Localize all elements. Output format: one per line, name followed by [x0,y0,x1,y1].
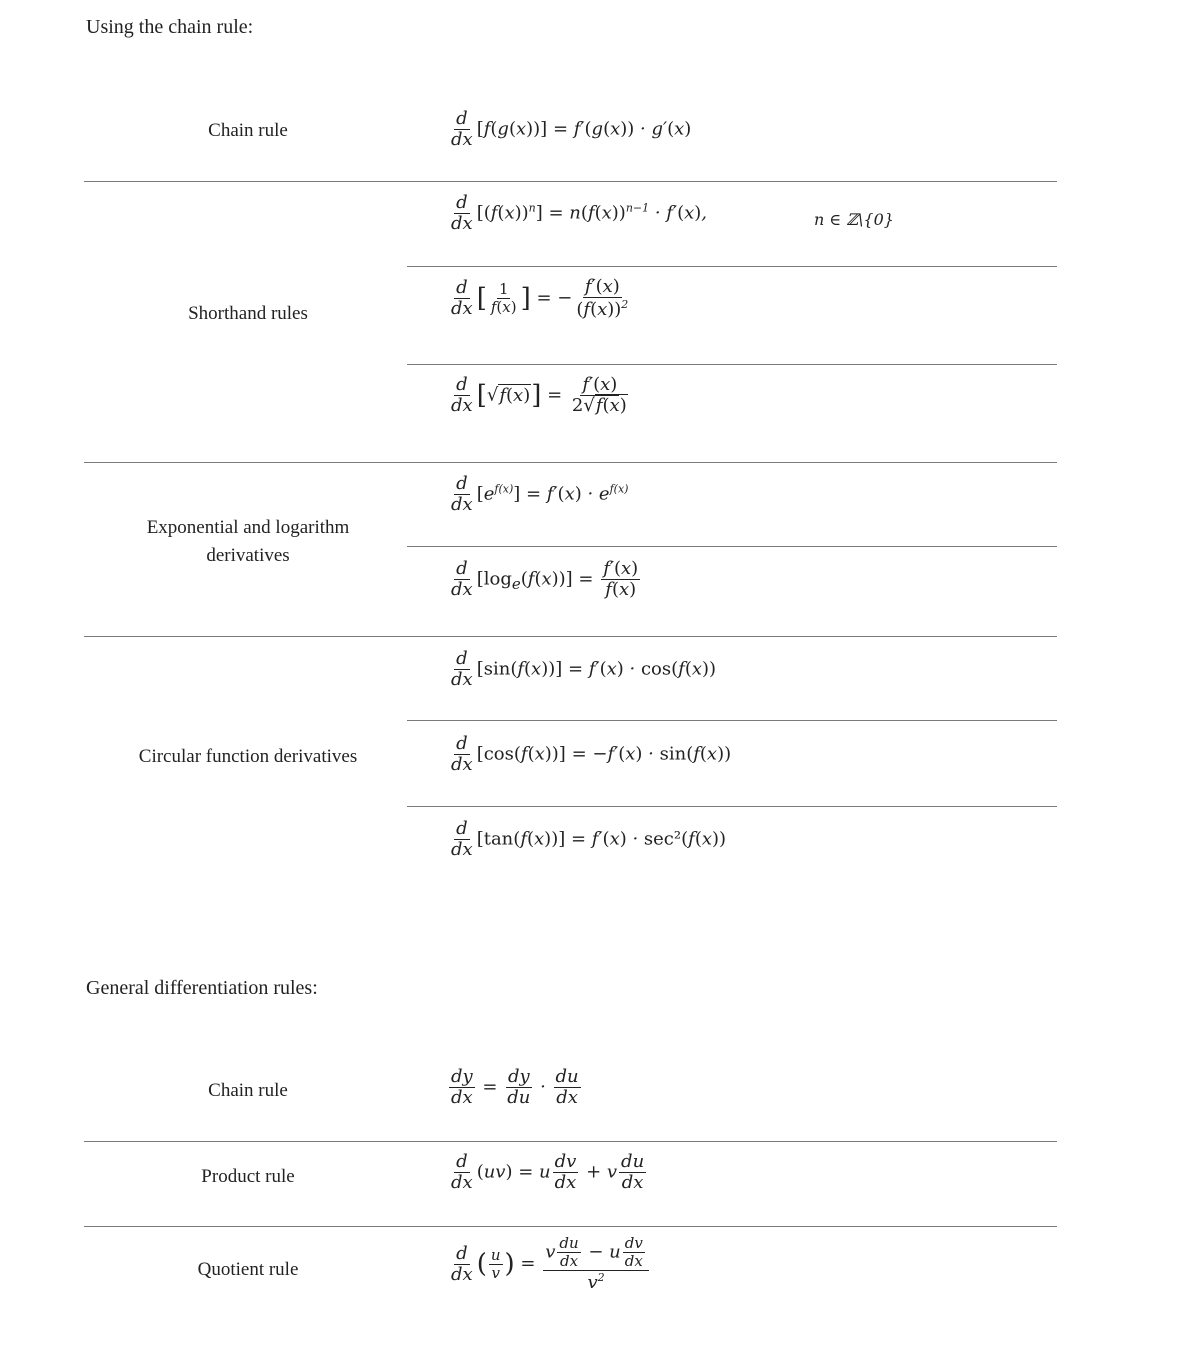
label-chain-rule: Chain rule [208,120,288,141]
divider [84,181,1057,182]
label-product-rule: Product rule [201,1166,295,1187]
formula-power-shorthand: $\frac{d}{dx}$ $[(f(x))^n] = n(f(x))^{n-1} \cdot f'(x)$, [451,192,708,234]
formula-quotient-rule: $\frac{d}{dx}$ ( $\frac{u}{v}$ ) = v $\frac{du}{dx}$ − u $\frac{dv}{dx}$ $v^2$ [447,1236,651,1292]
divider [84,462,1057,463]
formula-product-rule: $\frac{d}{dx}$ (uv) = u $\frac{dv}{dx}$ + v $\frac{du}{dx}$ [451,1151,645,1193]
label-exp-log-line2: derivatives [206,545,290,566]
divider [84,1226,1057,1227]
divider [407,720,1057,721]
formula-chain-rule: $\frac{d}{dx}$ [f(g(x))] = f′(g(x)) · g′(x) [451,108,692,150]
integer-condition: n ∈ ℤ\{0} [814,210,894,229]
formula-cos: $\frac{d}{dx}$ [cos(f(x))] = −f′(x) · sin(f(x)) [451,733,732,775]
formula-tan: $\frac{d}{dx}$ [tan(f(x))] = f′(x) · sec²(f(x)) [451,818,727,860]
divider [84,1141,1057,1142]
divider [84,636,1057,637]
label-chain-rule-general: Chain rule [208,1080,288,1101]
formula-exponential: $\frac{d}{dx}$ $[e^{f(x)}] = f'(x) \cdot e^{f(x)}$ [451,473,629,515]
label-shorthand-rules: Shorthand rules [188,303,308,324]
formula-sin: $\frac{d}{dx}$ [sin(f(x))] = f′(x) · cos(f(x)) [451,648,717,690]
label-exp-log [83,514,413,570]
formula-sqrt-shorthand: $\frac{d}{dx}$ [√f(x)] = $\frac{f'(x)}{2√f(x)}$ [451,374,627,416]
divider [407,546,1057,547]
formula-chain-rule-general: $\frac{dy}{dx}$ = $\frac{dy}{du}$ · $\frac{du}{dx}$ [451,1066,579,1108]
divider [407,364,1057,365]
label-circular: Circular function derivatives [138,746,358,767]
divider [407,266,1057,267]
formula-logarithm: $\frac{d}{dx}$ $[\log_e(f(x))]$ = $\frac{f'(x)}{f(x)}$ [451,558,639,600]
label-quotient-rule: Quotient rule [197,1259,299,1280]
divider [407,806,1057,807]
formula-reciprocal-shorthand: $\frac{d}{dx}$ [ $\frac{1}{f(x)}$ ] = − $\frac{f'(x)}{(f(x))^2}$ [451,276,629,320]
heading-chain-rule: Using the chain rule: [86,16,254,38]
heading-general-rules: General differentiation rules: [86,977,318,999]
label-exp-log-line1: Exponential and logarithm [146,517,350,538]
